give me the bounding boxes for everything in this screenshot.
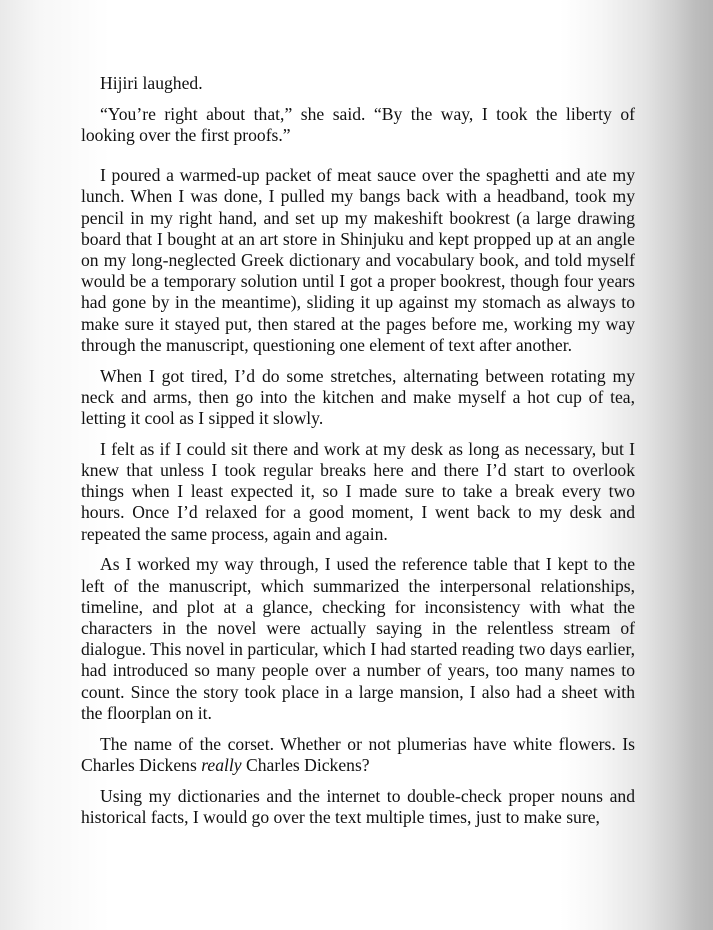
paragraph-regular-breaks: I felt as if I could sit there and work at my desk as long as necessary, but I knew that unless I took regular breaks here and there I’d start to overlook things when I least expected it, so I made sure to take a break every two hours. Once I’d relaxed for a good moment, I went back to my desk and repeated the same process, again and again. [81,438,635,544]
paragraph-double-check: Using my dictionaries and the internet to double-check proper nouns and historical facts, I would go over the text multiple times, just to make sure, [81,785,635,827]
dickens-text-before: The name of the corset. Whether or not plumerias have white flowers. Is Charles Dickens [81,733,635,775]
paragraph-reference-table: As I worked my way through, I used the reference table that I kept to the left of the manuscript, which summarized the interpersonal relationships, timeline, and plot at a glance, checking for inconsistency with what the characters in the novel were actually saying in the relentless stream of dialogue. This novel in particular, which I had started reading two days earlier, had introduced so many people over a number of years, too many names to count. Since the story took place in a large mansion, I also had a sheet with the floorplan on it. [81,554,635,723]
paragraph-proofs-dialogue: “You’re right about that,” she said. “By the way, I took the liberty of looking over the first proofs.” [81,103,635,145]
paragraph-stretches-and-tea: When I got tired, I’d do some stretches, alternating between rotating my neck and arms, then go into the kitchen and make myself a hot cup of tea, letting it cool as I sipped it slowly. [81,365,635,429]
dickens-text-after: Charles Dickens? [241,754,370,775]
dickens-emphasis: really [201,754,242,775]
paragraph-dickens-questions [81,734,635,776]
paragraph-hijiri-laughed: Hijiri laughed. [100,73,203,93]
page-text [81,73,635,838]
paragraph-lunch-and-bookrest: I poured a warmed-up packet of meat sauce over the spaghetti and ate my lunch. When I was done, I pulled my bangs back with a headband, took my pencil in my right hand, and set up my makeshift bookrest (a large drawing board that I bought at an art store in Shinjuku and kept propped up at an angle on my long-neglected Greek dictionary and vocabulary book, and told myself would be a temporary solution until I got a proper bookrest, though four years had gone by in the meantime), sliding it up against my stomach as always to make sure it stayed put, then stared at the pages before me, working my way through the manuscript, questioning one element of text after another. [81,165,635,355]
